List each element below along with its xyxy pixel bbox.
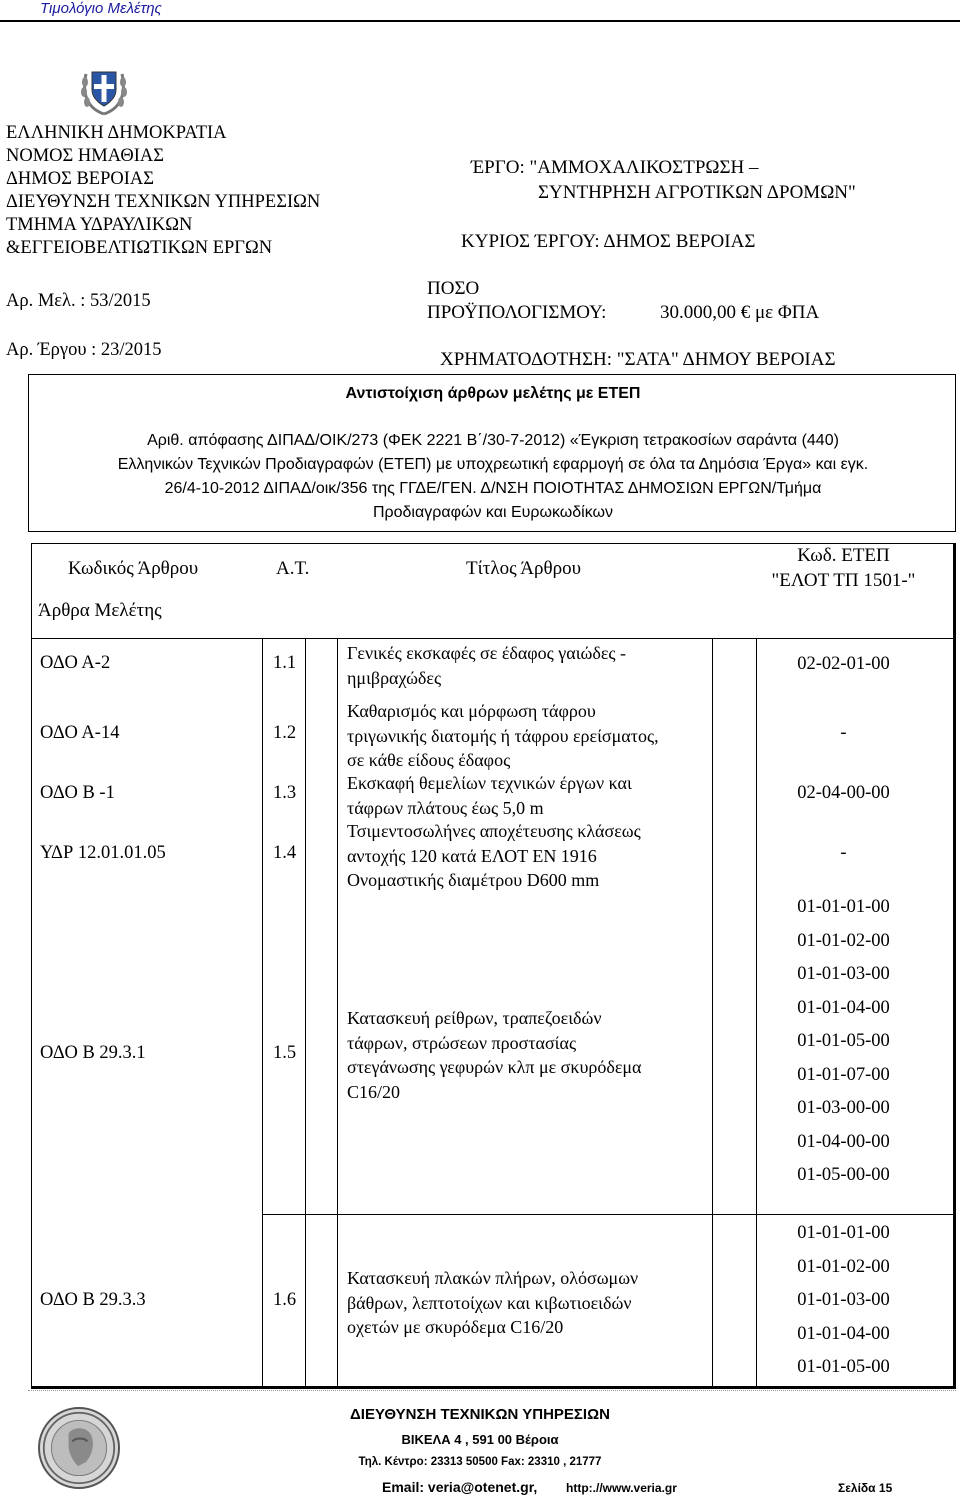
budget-label: ΠΡΟΫΠΟΛΟΓΙΣΜΟΥ: <box>427 302 607 323</box>
etep-code: 01-01-04-00 <box>797 997 890 1018</box>
title-line: C16/20 <box>347 1081 401 1102</box>
row-article-code: ΟΔΟ Α-14 <box>40 723 120 743</box>
header-study-articles: Άρθρα Μελέτης <box>38 600 162 621</box>
table-header-divider <box>31 638 953 639</box>
row-at: 1.5 <box>273 1043 297 1063</box>
funding: ΧΡΗΜΑΤΟΔΟΤΗΣΗ: "ΣΑΤΑ" ΔΗΜΟΥ ΒΕΡΟΙΑΣ <box>440 349 836 370</box>
study-number: Αρ. Μελ. : 53/2015 <box>6 291 151 311</box>
etep-line: Αριθ. απόφασης ΔΙΠΑΔ/ΟΙΚ/273 (ΦΕΚ 2221 Β΄/30-7-2012) «Έγκριση τετρακοσίων σαράντα (440) <box>147 432 839 449</box>
row-etep: 02-02-01-00 <box>797 654 890 674</box>
etep-code: 01-03-00-00 <box>797 1098 890 1118</box>
etep-code: 01-01-02-00 <box>797 930 890 951</box>
title-line: Ονομαστικής διαμέτρου D600 mm <box>347 870 600 890</box>
issuer-line: &ΕΓΓΕΙΟΒΕΛΤΙΩΤΙΚΩΝ ΕΡΓΩΝ <box>6 238 273 258</box>
etep-code: 01-01-04-00 <box>797 1323 890 1344</box>
row-article-code: ΟΔΟ Β 29.3.1 <box>40 1043 146 1063</box>
etep-code: 01-01-03-00 <box>797 1290 890 1310</box>
title-line: βάθρων, λεπτοτοίχων και κιβωτιοειδών <box>347 1292 632 1313</box>
etep-code: 01-01-05-00 <box>797 1031 890 1051</box>
title-line: Καθαρισμός και μόρφωση τάφρου <box>347 701 596 721</box>
row-title <box>347 1006 641 1104</box>
footer-department: ΔΙΕΥΘΥΝΣΗ ΤΕΧΝΙΚΩΝ ΥΠΗΡΕΣΙΩΝ <box>350 1406 610 1423</box>
header-at: Α.Τ. <box>276 558 310 579</box>
row-at: 1.6 <box>273 1290 297 1310</box>
row-etep: 02-04-00-00 <box>797 783 890 803</box>
table-column-divider <box>712 638 713 1386</box>
etep-code: 01-01-02-00 <box>797 1256 890 1277</box>
row-at: 1.1 <box>273 653 297 673</box>
row-title <box>347 641 626 690</box>
row-article-code: ΟΔΟ Β -1 <box>40 783 115 803</box>
budget-label: ΠΟΣΟ <box>427 278 480 299</box>
footer-phone: Τηλ. Κέντρο: 23313 50500 Fax: 23310 , 21777 <box>358 1456 602 1468</box>
title-line: Τσιμεντοσωλήνες αποχέτευσης κλάσεως <box>347 821 641 841</box>
title-line: οχετών με σκυρόδεμα C16/20 <box>347 1317 564 1337</box>
title-line: Κατασκευή πλακών πλήρων, ολόσωμων <box>347 1268 639 1288</box>
title-line: Κατασκευή ρείθρων, τραπεζοειδών <box>347 1008 602 1028</box>
table-column-divider <box>262 638 263 1386</box>
title-line: ημιβραχώδες <box>347 667 442 688</box>
issuer-line: ΝΟΜΟΣ ΗΜΑΘΙΑΣ <box>6 146 164 166</box>
issuer-line: ΕΛΛΗΝΙΚΗ ΔΗΜΟΚΡΑΤΙΑ <box>6 123 227 143</box>
title-line: στεγάνωσης γεφυρών κλπ με σκυρόδεμα <box>347 1057 642 1077</box>
etep-code: 01-01-05-00 <box>797 1357 890 1377</box>
row-article-code: ΟΔΟ Α-2 <box>40 653 111 673</box>
etep-title: Αντιστοίχιση άρθρων μελέτης με ΕΤΕΠ <box>345 385 641 402</box>
etep-box <box>28 374 956 532</box>
running-header: Τιμολόγιο Μελέτης <box>40 0 162 17</box>
etep-code: 01-05-00-00 <box>797 1165 890 1185</box>
title-line: αντοχής 120 κατά ΕΛΟΤ ΕΝ 1916 <box>347 845 597 866</box>
row-at: 1.4 <box>273 843 297 863</box>
project-number: Αρ. Έργου : 23/2015 <box>6 340 162 360</box>
title-line: τριγωνικής διατομής ή τάφρου ερείσματος, <box>347 725 659 746</box>
greek-emblem-icon <box>78 64 130 118</box>
row-title <box>347 1266 638 1340</box>
page-number: Σελίδα 15 <box>838 1481 893 1495</box>
title-line: τάφρων πλάτους έως 5,0 m <box>347 797 544 818</box>
footer-divider <box>28 1390 956 1391</box>
row-etep-list <box>756 1217 931 1385</box>
header-etep-standard: "ΕΛΟΤ ΤΠ 1501-" <box>771 570 916 591</box>
footer-email[interactable]: Email: veria@otenet.gr, <box>382 1479 538 1495</box>
row-article-code: ΟΔΟ Β 29.3.3 <box>40 1290 146 1310</box>
header-article-title: Τίτλος Άρθρου <box>466 558 581 579</box>
row-title <box>347 771 632 820</box>
municipality-logo-icon <box>38 1407 120 1489</box>
header-rule <box>0 20 960 22</box>
issuer-line: ΤΜΗΜΑ ΥΔΡΑΥΛΙΚΩΝ <box>6 215 193 235</box>
etep-line: Προδιαγραφών και Ευρωκωδίκων <box>372 504 614 521</box>
row-title <box>347 699 659 773</box>
project-title-line1: ΈΡΓΟ: "ΑΜΜΟΧΑΛΙΚΟΣΤΡΩΣΗ – <box>471 157 759 178</box>
project-owner: ΚΥΡΙΟΣ ΈΡΓΟΥ: ΔΗΜΟΣ ΒΕΡΟΙΑΣ <box>461 231 756 252</box>
budget-value: 30.000,00 € με ΦΠΑ <box>660 302 820 323</box>
etep-line: 26/4-10-2012 ΔΙΠΑΔ/οικ/356 της ΓΓΔΕ/ΓΕΝ. Δ/ΝΣΗ ΠΟΙΟΤΗΤΑΣ ΔΗΜΟΣΙΩΝ ΕΡΓΩΝ/Τμήμα <box>164 480 822 497</box>
row-article-code: ΥΔΡ 12.01.01.05 <box>40 843 166 863</box>
row-etep-list <box>756 891 931 1193</box>
project-title-line2: ΣΥΝΤΗΡΗΣΗ ΑΓΡΟΤΙΚΩΝ ΔΡΟΜΩΝ" <box>538 182 856 203</box>
header-article-code: Κωδικός Άρθρου <box>68 558 199 579</box>
table-column-divider <box>337 638 338 1386</box>
issuer-block <box>6 122 320 260</box>
footer-address: ΒΙΚΕΛΑ 4 , 591 00 Βέροια <box>401 1432 559 1447</box>
etep-code: 01-01-07-00 <box>797 1064 890 1085</box>
issuer-line: ΔΗΜΟΣ ΒΕΡΟΙΑΣ <box>6 169 155 189</box>
table-column-divider <box>305 638 306 1386</box>
etep-code: 01-04-00-00 <box>797 1131 890 1152</box>
row-etep: - <box>840 723 847 743</box>
row-title <box>347 819 641 893</box>
issuer-line: ΔΙΕΥΘΥΝΣΗ ΤΕΧΝΙΚΩΝ ΥΠΗΡΕΣΙΩΝ <box>6 192 321 212</box>
title-line: Γενικές εκσκαφές σε έδαφος γαιώδες - <box>347 643 627 663</box>
row-at: 1.3 <box>273 783 297 803</box>
footer-website-link[interactable]: http:.//www.veria.gr <box>566 1481 677 1495</box>
etep-line: Ελληνικών Τεχνικών Προδιαγραφών (ΕΤΕΠ) με υποχρεωτική εφαρμογή σε όλα τα Δημόσια Έργα» και εγκ. <box>117 456 869 473</box>
row-at: 1.2 <box>273 723 297 743</box>
title-line: τάφρων, στρώσεων προστασίας <box>347 1032 577 1053</box>
title-line: Εκσκαφή θεμελίων τεχνικών έργων και <box>347 773 632 793</box>
row-etep: - <box>840 843 847 863</box>
table-row-divider <box>262 1214 953 1215</box>
etep-code: 01-01-01-00 <box>797 897 890 917</box>
header-etep-code: Κωδ. ΕΤΕΠ <box>797 545 890 566</box>
etep-text <box>35 429 951 525</box>
etep-code: 01-01-03-00 <box>797 964 890 984</box>
title-line: σε κάθε είδους έδαφος <box>347 750 511 770</box>
etep-code: 01-01-01-00 <box>797 1223 890 1243</box>
